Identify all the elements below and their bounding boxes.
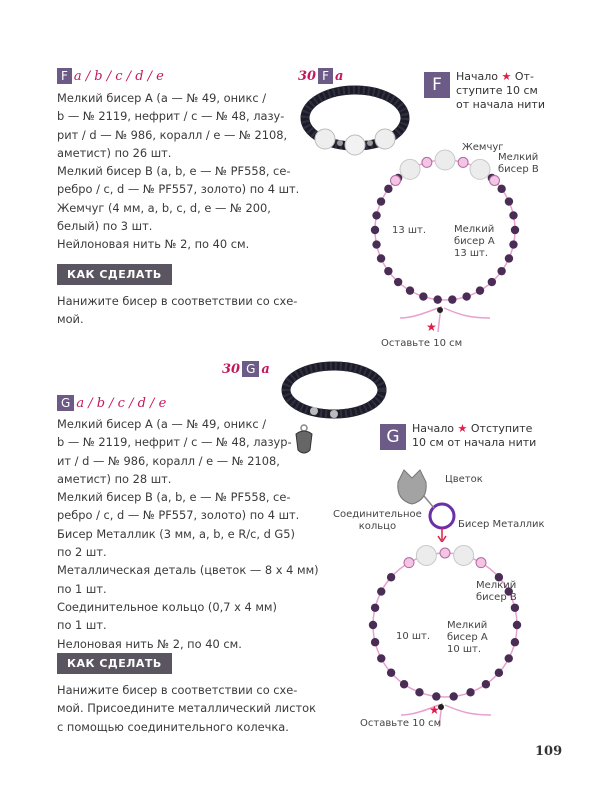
small-bead-a [482, 680, 490, 688]
small-bead-a [419, 292, 427, 300]
material-line: Соединительное кольцо (0,7 х 4 мм) [57, 599, 277, 614]
material-line: по 1 шт. [57, 618, 107, 633]
pearl-bead [416, 545, 436, 565]
material-line: Бисер Металлик (3 мм, a, b, e R/c, d G5) [57, 526, 295, 541]
diagram-g-flower-label: Цветок [445, 474, 483, 485]
material-line: Мелкий бисер A (a — № 49, оникс / [57, 91, 267, 105]
small-bead-a [377, 197, 385, 205]
label-line: Мелкий [447, 620, 488, 631]
small-bead-a [476, 286, 484, 294]
small-bead-a [509, 211, 517, 219]
diagram-f-leave-label: Оставьте 10 см [381, 338, 463, 349]
diagram-g-small-a-label [447, 620, 488, 656]
small-bead-a [497, 267, 505, 275]
material-line: рит / d — № 986, коралл / e — № 2108, [57, 127, 288, 142]
label-line: бисер B [476, 592, 517, 603]
material-line: ребро / c, d — № PF557, золото) по 4 шт. [57, 182, 300, 197]
pearl-bead [454, 545, 474, 565]
start-label: 10 см от начала нити [412, 436, 537, 449]
material-line: по 1 шт. [57, 581, 107, 596]
label-line: Мелкий [498, 152, 539, 163]
material-line: Мелкий бисер B (a, b, e — № PF558, се- [57, 164, 291, 179]
diagram-g-metallic-label: Бисер Металлик [458, 519, 545, 530]
small-bead-a [406, 286, 414, 294]
small-bead-a [466, 688, 474, 696]
photo-g-suffix: a [261, 362, 270, 377]
diagram-g-ring-label [333, 509, 422, 533]
material-line: ит / d — № 986, коралл / e — № 2108, [57, 453, 280, 468]
small-bead-a [511, 604, 519, 612]
diagram-f-pearl-label: Жемчуг [462, 142, 504, 153]
small-bead-a [372, 211, 380, 219]
photo-g-label [222, 361, 270, 377]
small-bead-a [509, 240, 517, 248]
material-line: Нелоновая нить № 2, по 40 см. [57, 636, 242, 651]
small-bead-b [404, 558, 414, 568]
label-line: бисер A [454, 236, 495, 247]
variant-g-options: a / b / c / d / e [76, 396, 167, 411]
start-label: Начало [456, 70, 499, 83]
star-icon: ★ [501, 70, 512, 83]
small-bead-b [440, 548, 450, 558]
photo-g-badge: G [242, 361, 259, 377]
star-icon: ★ [429, 703, 440, 717]
material-line: аметист) по 28 шт. [57, 471, 172, 486]
label-line: бисер B [498, 164, 539, 175]
small-bead-a [400, 680, 408, 688]
small-bead-a [377, 587, 385, 595]
small-bead-b [489, 176, 499, 186]
label-line: Мелкий [454, 224, 495, 235]
photo-g-num: 30 [222, 362, 241, 377]
diagram-g-small-b-label [476, 580, 517, 604]
small-bead-a [377, 654, 385, 662]
variant-g-instructions [57, 681, 316, 736]
small-bead-b [391, 176, 401, 186]
small-bead-b [422, 157, 432, 167]
photo-f-suffix: a [335, 69, 344, 84]
diagram-g-count-left: 10 шт. [396, 631, 431, 642]
small-bead-a [511, 226, 519, 234]
diagram-g-badge: G [380, 424, 406, 450]
label-line: кольцо [358, 521, 397, 532]
instruction-line: Нанижите бисер в соответствии со схе- [57, 294, 298, 308]
variant-f-options: a / b / c / d / e [73, 69, 164, 84]
small-bead-a [369, 621, 377, 629]
small-bead-a [387, 573, 395, 581]
material-line: Мелкий бисер A (a — № 49, оникс / [57, 417, 267, 431]
label-line: 13 шт. [454, 248, 489, 259]
instruction-line: мой. [57, 312, 84, 327]
small-bead-a [372, 240, 380, 248]
variant-g-heading [57, 395, 166, 411]
small-bead-a [505, 254, 513, 262]
small-bead-a [377, 254, 385, 262]
variant-g-how-to-title: КАК СДЕЛАТЬ [57, 653, 172, 674]
small-bead-a [448, 295, 456, 303]
variant-f-materials [57, 89, 299, 254]
start-label: от начала нити [456, 98, 545, 111]
diagram-f-small-a-label [454, 224, 495, 260]
photo-f-badge: F [318, 68, 333, 84]
variant-f-heading [57, 68, 164, 84]
diagram-g-ring [355, 535, 535, 735]
instruction-line: мой. Присоедините металлический листок [57, 701, 316, 716]
small-bead-a [387, 669, 395, 677]
small-bead-a [415, 688, 423, 696]
label-line: Мелкий [476, 580, 517, 591]
instruction-line: с помощью соединительного колечка. [57, 719, 289, 734]
variant-g-badge: G [57, 395, 74, 411]
small-bead-a [433, 295, 441, 303]
small-bead-a [462, 292, 470, 300]
start-label: Отступите [470, 422, 533, 435]
material-line: Мелкий бисер B (a, b, e — № PF558, се- [57, 490, 291, 505]
start-label: ступите 10 см [456, 84, 538, 97]
material-line: ребро / c, d — № PF557, золото) по 4 шт. [57, 508, 300, 523]
pearl-bead [400, 159, 420, 179]
small-bead-a [497, 185, 505, 193]
start-label: От- [514, 70, 534, 83]
variant-g-materials [57, 415, 319, 653]
star-icon: ★ [457, 422, 468, 435]
small-bead-a [371, 638, 379, 646]
page-number: 109 [535, 744, 563, 759]
instruction-line: Нанижите бисер в соответствии со схе- [57, 683, 298, 697]
small-bead-a [513, 621, 521, 629]
small-bead-a [488, 278, 496, 286]
material-line: b — № 2119, нефрит / c — № 48, лазур- [57, 435, 292, 450]
photo-f-num: 30 [298, 69, 317, 84]
small-bead-a [371, 226, 379, 234]
small-bead-a [511, 638, 519, 646]
start-label: Начало [412, 422, 455, 435]
small-bead-a [432, 692, 440, 700]
small-bead-b [458, 157, 468, 167]
diagram-f-count-left: 13 шт. [392, 225, 427, 236]
material-line: b — № 2119, нефрит / c — № 48, лазу- [57, 109, 285, 124]
small-bead-a [384, 185, 392, 193]
diagram-f-start-note [456, 70, 556, 112]
pearl-bead [470, 159, 490, 179]
small-bead-a [505, 197, 513, 205]
small-bead-a [371, 604, 379, 612]
small-bead-a [495, 669, 503, 677]
diagram-g-leave-label: Оставьте 10 см [360, 718, 442, 729]
variant-f-instructions [57, 292, 297, 329]
diagram-g-start-note [412, 422, 602, 450]
material-line: аметист) по 26 шт. [57, 145, 172, 160]
label-line: бисер A [447, 632, 488, 643]
small-bead-b [476, 558, 486, 568]
thread-line [373, 553, 517, 697]
variant-f-how-to-title: КАК СДЕЛАТЬ [57, 264, 172, 285]
material-line: Нейлоновая нить № 2, по 40 см. [57, 237, 250, 252]
pearl-bead [435, 150, 455, 170]
small-bead-a [384, 267, 392, 275]
label-line: Соединительное [333, 509, 422, 520]
small-bead-a [449, 692, 457, 700]
material-line: Жемчуг (4 мм, a, b, c, d, e — № 200, [57, 200, 271, 215]
variant-f-badge: F [57, 68, 72, 84]
diagram-f-small-b-label [498, 152, 539, 176]
material-line: Металлическая деталь (цветок — 8 х 4 мм) [57, 563, 319, 578]
material-line: по 2 шт. [57, 545, 107, 560]
diagram-f-badge: F [424, 72, 450, 98]
material-line: белый) по 3 шт. [57, 219, 153, 234]
label-line: 10 шт. [447, 644, 482, 655]
star-icon: ★ [426, 320, 437, 334]
small-bead-a [394, 278, 402, 286]
small-bead-a [505, 654, 513, 662]
